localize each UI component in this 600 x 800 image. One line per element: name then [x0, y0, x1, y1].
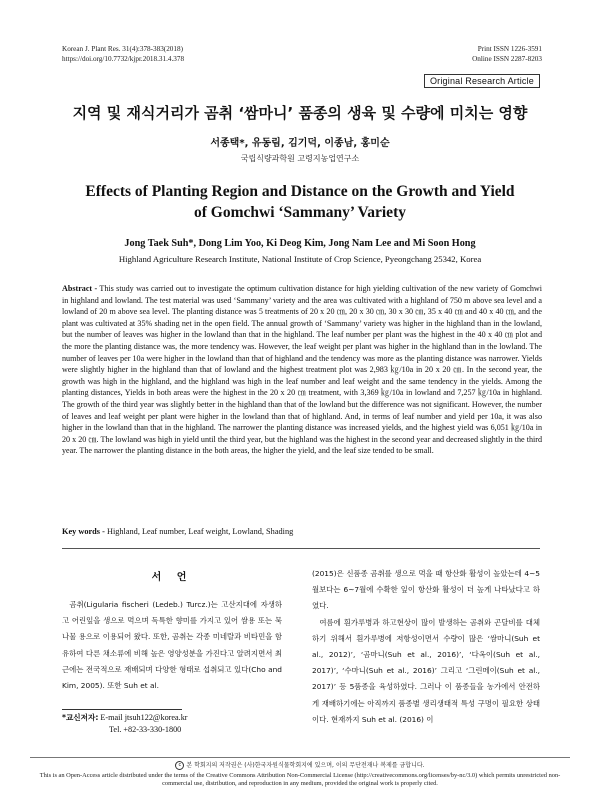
- introduction-heading: 서 언: [151, 572, 193, 583]
- online-issn: Online ISSN 2287-8203: [472, 55, 542, 63]
- english-authors: Jong Taek Suh*, Dong Lim Yoo, Ki Deog Kim, Jong Nam Lee and Mi Soon Hong: [124, 238, 476, 249]
- korean-affiliation: 국립식량과학원 고령지농업연구소: [240, 154, 360, 163]
- author-email[interactable]: E-mail jtsuh122@korea.kr: [100, 713, 188, 722]
- korean-authors: 서종택*, 유동림, 김기덕, 이종남, 홍미순: [210, 138, 390, 149]
- corresponding-author-label: *교신저자:: [62, 713, 99, 722]
- introduction-paragraph-1: 곰취(Ligularia fischeri (Ledeb.) Turcz.)는 고산지대에 자생하고 어린잎을 생으로 먹으며 독특한 향미를 가지고 있어 쌈용 또는 묵나물 용으로 이용되어 왔다. 또한, 곰취는 각종 미네랄과 비타민을 함유하여 다른 채소류에 비해 높은 영양성분을 가진다고 알려지면서 최근에는 전국적으로 재배되며 다양한 형태로 섭취되고 있다(Cho and Kim, 2005). 또한 Suh et al.: [62, 600, 282, 691]
- corresponding-author: [62, 712, 188, 736]
- license-notice: This is an Open-Access article distributed under the terms of the Creative Commons Attribution Non-Commercial License (http://creativecommons.org/licenses/by-nc/3.0) which permits unrestricted non-commercial use, distribution, and reproduction in any medium, provided the original work is properly cited.: [39, 772, 561, 788]
- keywords-text: Highland, Leaf number, Leaf weight, Lowland, Shading: [106, 527, 294, 536]
- korean-title: 지역 및 재식거리가 곰취 ‘쌈마니’ 품종의 생육 및 수량에 미치는 영향: [72, 104, 528, 122]
- introduction-paragraph-1-cont: (2015)은 신품종 곰취를 생으로 먹을 때 항산화 활성이 높았는데 4~5월보다는 6~7월에 수확한 잎이 항산화 활성이 더 높게 나타났다고 하였다.: [312, 569, 540, 611]
- article-type-badge: Original Research Article: [424, 74, 540, 88]
- journal-citation: [62, 44, 184, 64]
- print-issn: Print ISSN 1226-3591: [477, 45, 542, 53]
- english-affiliation: Highland Agriculture Research Institute, National Institute of Crop Science, Pyeongchang 25342, Korea: [118, 254, 482, 264]
- left-column: [62, 568, 282, 694]
- issn-block: [472, 44, 542, 64]
- doi-link[interactable]: https://doi.org/10.7732/kjpr.2018.31.4.378: [62, 55, 185, 63]
- author-phone: Tel. +82-33-330-1800: [109, 725, 182, 734]
- copyright-notice: [30, 760, 570, 770]
- copyright-icon: c: [175, 761, 184, 770]
- abstract: [62, 283, 542, 457]
- keywords: [62, 527, 542, 536]
- journal-volume-line: Korean J. Plant Res. 31(4):378-383(2018): [62, 45, 183, 53]
- footnote-rule: [62, 709, 182, 710]
- english-title-line-2: of Gomchwi ‘Sammany’ Variety: [194, 204, 406, 221]
- introduction-paragraph-2: 여름에 흰가루병과 하고현상이 많이 발생하는 곰취와 곤달비를 대체하기 위해서 흰가루병에 저항성이면서 수량이 많은 ‘쌈마니(Suh et al., 2012)’, ‘곰마니(Suh et al., 2016)’, ‘다옥이(Suh et al., 2017)’, ‘수마니(Suh et al., 2016)’ 그리고 ‘그린메이(Suh et al., 2017)’ 등 5품종을 육성하였다. 그러나 이 품종들을 농가에서 안전하게 재배하기에는 아직까지 품종별 생리생태적 특성 구명이 필요한 상태이다. 현재까지 Suh et al. (2016) 이: [312, 617, 540, 724]
- abstract-text: This study was carried out to investigate the optimum cultivation distance for high yielding cultivation of the new variety of Gomchwi in highland and lowland. The test material was used ‘Sammany’ variety and the area was cultivated with a highland of 750 m above sea level and a lowland of 20 m above sea level. The planting distance was 5 treatments of 20 x 20 ㎝, 20 x 30 ㎝, 30 x 30 ㎝, 35 x 40 ㎝ and 40 x 40 ㎝, and the plant was cultivated at 35% shading net in the open field. The annual growth of ‘Sammany’ variety was higher in the highland than in the lowland, but the number of leaves was higher in the lowland than that in the highland. The leaf number per plant was the highest in the 40 x 40 ㎝ plot and the more the planting distance was, the more tendency was. However, the leaf weight per plant was higher in the highland than in the lowland. The number of leaves per 10a were higher in the lowland than that of highland and the tendency was more as the planting distance was narrower. Yields were slightly higher in the highland than that of lowland and the highest treatment plot was 2,983 ㎏/10a in 20 x 20 ㎝. In the second year, the growth was high in the highland, and the highland was high in the leaf number and leaf weight and the same tendency in the yields. Among the planting distances, Yields in both areas were the highest in the 20 x 20 ㎝ treatment, with 3,369 ㎏/10a in lowland and 7,257 ㎏/10a in highland. The growth of the third year was slightly better in the highland than that of the lowland but the difference was not significant. However, the number of leaves and leaf weight per plant were higher in the lowland than that of highland. And, in terms of leaf number and yield per 10a, it was also higher in the lowland than that in the highland. The narrower the planting distance was increased yields, and the highest yield was 6,051 ㎏/10a in 20 x 20 ㎝. The lowland was high in yield until the third year, but the highland was the highest in the second year and decreased slightly in the third year. The narrower the planting distance in the both areas, the higher the yield, and the leaf size tended to be small.: [62, 284, 542, 456]
- english-title-line-1: Effects of Planting Region and Distance on the Growth and Yield: [85, 183, 515, 200]
- section-divider: [62, 548, 540, 549]
- copyright-text: 본 학회지의 저작권은 (사)한국자원식물학회지에 있으며, 이의 무단전재나 복제를 금합니다.: [186, 762, 425, 769]
- keywords-label: Key words -: [62, 527, 105, 536]
- footer-rule: [30, 757, 570, 758]
- right-column: [312, 566, 540, 728]
- english-title: [40, 181, 560, 223]
- abstract-label: Abstract -: [62, 284, 98, 293]
